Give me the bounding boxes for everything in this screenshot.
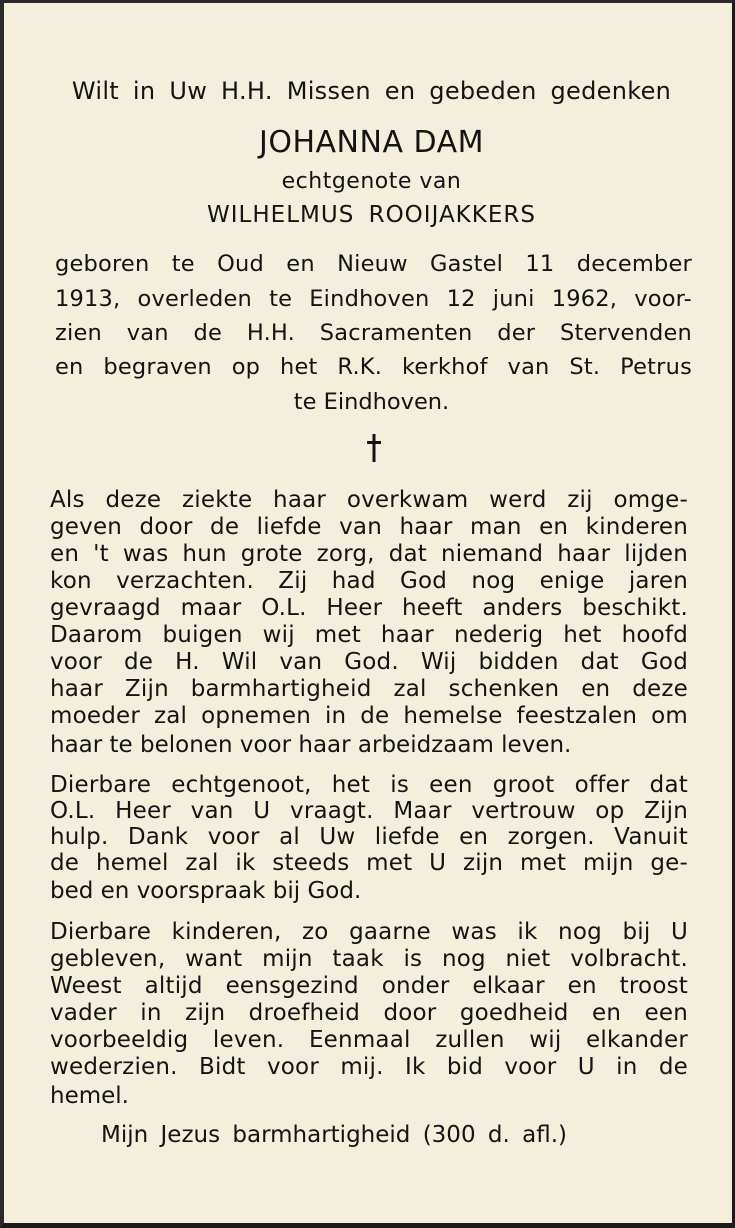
text-line: gebleven, want mijn taak is nog niet volbracht.	[50, 946, 688, 972]
text-line: moeder zal opnemen in de hemelse feestzalen om	[50, 703, 688, 729]
text-line: voorbeeldig leven. Eenmaal zullen wij elkander	[50, 1027, 688, 1053]
bio-line: te Eindhoven.	[293, 389, 450, 415]
text-line: gevraagd maar O.L. Heer heeft anders beschikt.	[50, 595, 688, 621]
text-line: wederzien. Bidt voor mij. Ik bid voor U in de	[50, 1054, 688, 1080]
text-line: geven door de liefde van haar man en kinderen	[50, 514, 688, 540]
spouse-name: WILHELMUS ROOIJAKKERS	[207, 202, 536, 228]
text-line: haar Zijn barmhartigheid zal schenken en deze	[50, 676, 688, 702]
text-line: haar te belonen voor haar arbeidzaam leven.	[50, 732, 572, 758]
text-line: voor de H. Wil van God. Wij bidden dat God	[50, 649, 688, 675]
bio-line: 1913, overleden te Eindhoven 12 juni 1962, voor-	[55, 286, 692, 312]
text-line: Weest altijd eensgezind onder elkaar en troost	[50, 973, 688, 999]
invocation-line: Wilt in Uw H.H. Missen en gebeden gedenken	[71, 77, 672, 105]
text-line: vader in zijn droefheid door goedheid en een	[50, 1000, 688, 1026]
text-line: de hemel zal ik steeds met U zijn met mijn ge-	[50, 850, 688, 876]
spouse-label: echtgenote van	[281, 169, 462, 194]
text-line: hemel.	[50, 1083, 129, 1109]
bio-line: geboren te Oud en Nieuw Gastel 11 december	[55, 251, 692, 277]
bio-line: en begraven op het R.K. kerkhof van St. Petrus	[55, 354, 692, 380]
closing-prayer: Mijn Jezus barmhartigheid (300 d. afl.)	[101, 1122, 567, 1148]
text-line: Als deze ziekte haar overkwam werd zij omge-	[50, 487, 688, 513]
text-line: O.L. Heer van U vraagt. Maar vertrouw op Zijn	[50, 798, 688, 824]
text-line: bed en voorspraak bij God.	[50, 878, 362, 904]
text-line: Daarom buigen wij met haar nederig het hoofd	[50, 622, 688, 648]
text-line: Dierbare kinderen, zo gaarne was ik nog bij U	[50, 919, 688, 945]
text-line: hulp. Dank voor al Uw liefde en zorgen. Vanuit	[50, 824, 688, 850]
deceased-name: JOHANNA DAM	[259, 125, 484, 160]
bio-line: zien van de H.H. Sacramenten der Stervenden	[55, 320, 692, 346]
latin-cross-icon	[364, 433, 384, 463]
text-line: kon verzachten. Zij had God nog enige jaren	[50, 568, 688, 594]
text-line: en 't was hun grote zorg, dat niemand haar lijden	[50, 541, 688, 567]
text-line: Dierbare echtgenoot, het is een groot offer dat	[50, 772, 688, 798]
